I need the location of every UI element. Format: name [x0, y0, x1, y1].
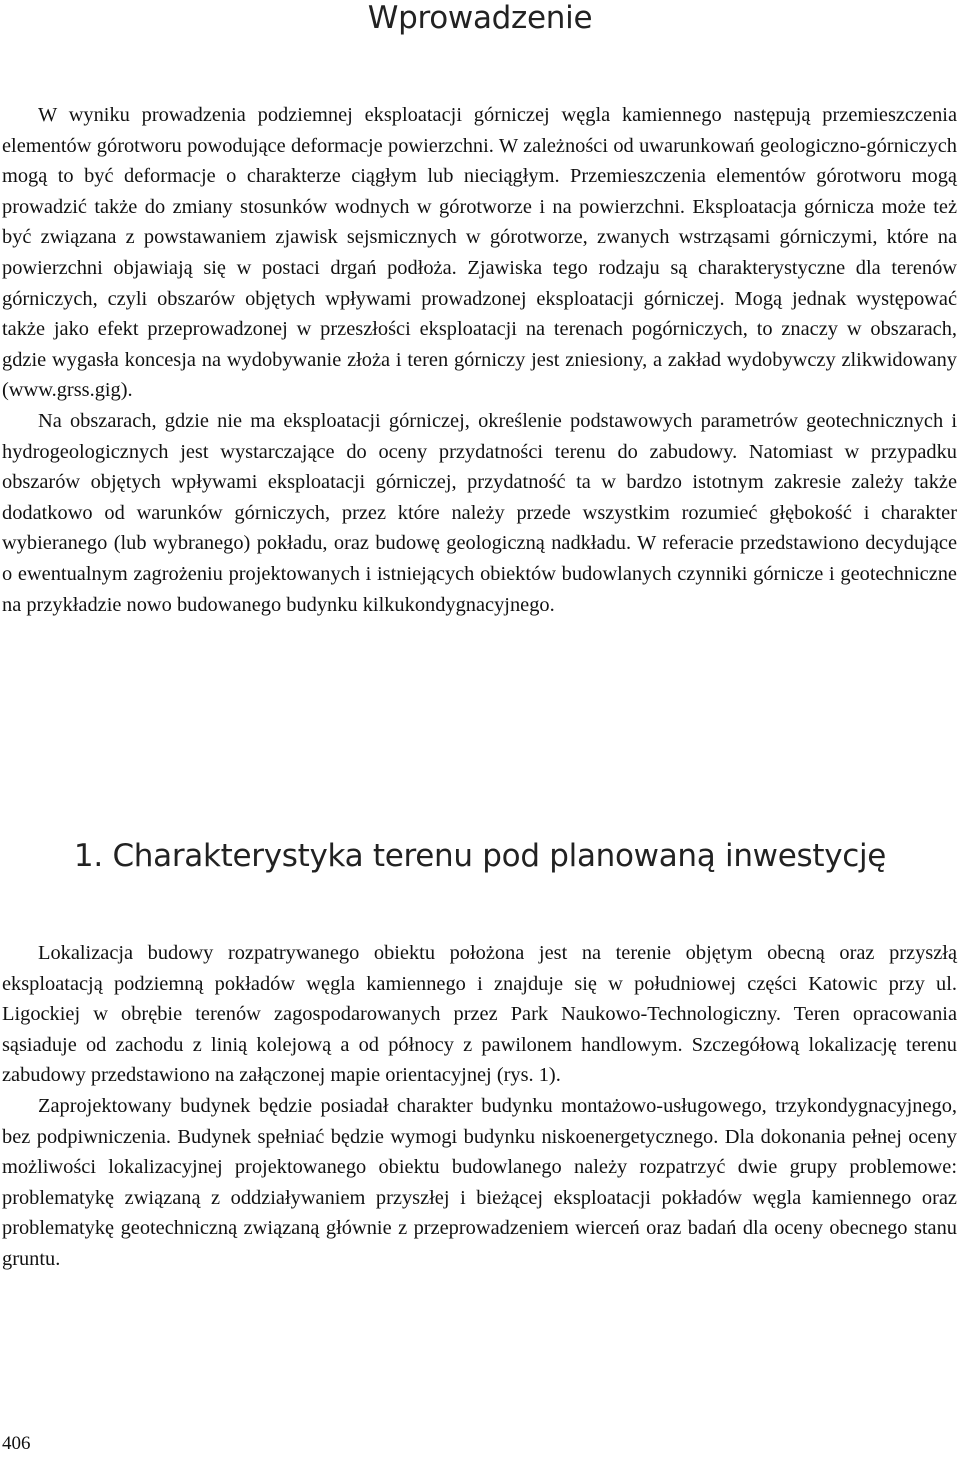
- section-1-paragraph-2: Zaprojektowany budynek będzie posiadał charakter budynku montażowo-usługowego, trzykondygnacyjnego, bez podpiwniczenia. Budynek spełniać będzie wymogi budynku niskoenergetycznego. Dla dokonania pełnej oceny możliwości lokalizacyjnej projektowanego obiektu budowlanego należy rozpatrzyć dwie grupy problemowe: problematykę związaną z oddziaływaniem przyszłej i bieżącej eksploatacji pokładów węgla kamiennego oraz problematykę geotechniczną związaną głównie z przeprowadzeniem wierceń oraz badań dla oceny obecnego stanu gruntu.: [2, 1094, 957, 1270]
- intro-heading: Wprowadzenie: [367, 0, 593, 36]
- intro-body: [2, 100, 957, 620]
- intro-paragraph-2: Na obszarach, gdzie nie ma eksploatacji górniczej, określenie podstawowych parametrów geotechnicznych i hydrogeologicznych jest wystarczające do oceny przydatności terenu do zabudowy. Natomiast w przypadku obszarów objętych wpływami eksploatacji górniczej, przydatność ta w bardzo istotnym zakresie zależy także dodatkowo od warunków górniczych, przez które należy przede wszystkim rozumieć głębokość i charakter wybieranego (lub wybranego) pokładu, oraz budowę geologiczną nadkładu. W referacie przedstawiono decydujące o ewentualnym zagrożeniu projektowanych i istniejących obiektów budowlanych czynniki górnicze i geotechniczne na przykładzie nowo budowanego budynku kilkukondygnacyjnego.: [2, 409, 957, 616]
- page-number: 406: [2, 1433, 31, 1454]
- intro-paragraph-1: W wyniku prowadzenia podziemnej eksploatacji górniczej węgla kamiennego następują przemieszczenia elementów górotworu powodujące deformacje powierzchni. W zależności od uwarunkowań geologiczno-górniczych mogą to być deformacje o charakterze ciągłym lub nieciągłym. Przemieszczenia elementów górotworu mogą prowadzić także do zmiany stosunków wodnych w górotworze i na powierzchni. Eksploatacja górnicza może też być związana z powstawaniem zjawisk sejsmicznych w górotworze, zwanych wstrząsami górniczymi, które na powierzchni objawiają się w postaci drgań podłoża. Zjawiska tego rodzaju są charakterystyczne dla terenów górniczych, czyli obszarów objętych wpływami prowadzonej eksploatacji górniczej. Mogą jednak występować także jako efekt przeprowadzonej w przeszłości eksploatacji na terenach pogórniczych, to znaczy w obszarach, gdzie wygasła koncesja na wydobywanie złoża i teren górniczy jest zniesiony, a zakład wydobywczy zlikwidowany (www.grss.gig).: [2, 104, 957, 402]
- section-1-heading: 1. Charakterystyka terenu pod planowaną inwestycję: [73, 838, 887, 874]
- section-1-body: [2, 938, 957, 1275]
- section-1-paragraph-1: Lokalizacja budowy rozpatrywanego obiektu położona jest na terenie objętym obecną oraz przyszłą eksploatacją podziemną pokładów węgla kamiennego i znajduje się w południowej części Katowic przy ul. Ligockiej w obrębie terenów zagospodarowanych przez Park Naukowo-Technologiczny. Teren opracowania sąsiaduje od zachodu z linią kolejową a od północy z pawilonem handlowym. Szczegółową lokalizację terenu zabudowy przedstawiono na załączonej mapie orientacyjnej (rys. 1).: [2, 942, 957, 1087]
